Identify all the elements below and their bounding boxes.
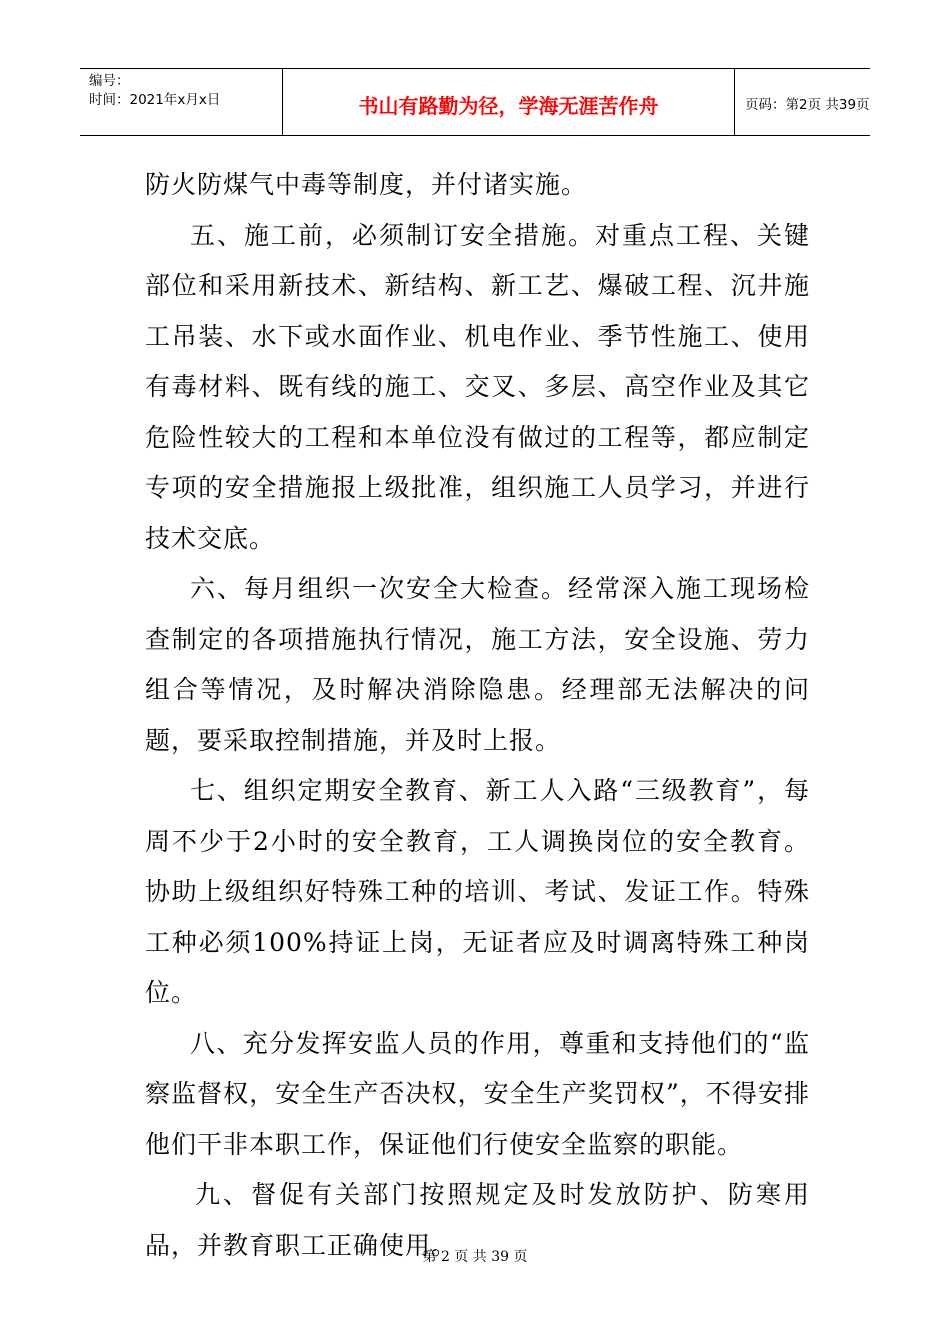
paragraph-item-5: 五、施工前，必须制订安全措施。对重点工程、关键部位和采用新技术、新结构、新工艺、爆破工程、沉井施工吊装、水下或水面作业、机电作业、季节性施工、使用有毒材料、既有线的施工、交叉、多层、高空作业及其它危险性较大的工程和本单位没有做过的工程等，都应制定专项的安全措施报上级批准，组织施工人员学习，并进行技术交底。 <box>145 220 810 553</box>
document-header <box>80 68 870 136</box>
header-motto: 书山有路勤为径，学海无涯苦作舟 <box>282 69 735 135</box>
paragraph-item-7: 七、组织定期安全教育、新工人入路“三级教育”，每周不少于2小时的安全教育，工人调换岗位的安全教育。协助上级组织好特殊工种的培训、考试、发证工作。特殊工种必须100%持证上岗，无证者应及时调离特殊工种岗位。 <box>145 776 810 1007</box>
paragraph-continuation: 防火防煤气中毒等制度，并付诸实施。 <box>145 170 588 199</box>
serial-number-label: 编号： <box>89 73 130 89</box>
paragraph-item-9: 九、督促有关部门按照规定及时发放防护、防寒用品，并教育职工正确使用。 <box>145 1180 810 1260</box>
date-label: 时间：2021年x月x日 <box>89 92 221 108</box>
paragraph-item-6: 六、每月组织一次安全大检查。经常深入施工现场检查制定的各项措施执行情况，施工方法，安全设施、劳力组合等情况，及时解决消除隐患。经理部无法解决的问题，要采取控制措施，并及时上报。 <box>145 574 810 755</box>
paragraph-item-8: 八、充分发挥安监人员的作用，尊重和支持他们的“监察监督权，安全生产否决权，安全生产奖罚权”，不得安排他们干非本职工作，保证他们行使安全监察的职能。 <box>145 1028 810 1159</box>
page-footer: 第 2 页 共 39 页 <box>422 1249 528 1265</box>
header-meta <box>80 69 282 135</box>
document-body <box>145 160 810 1271</box>
header-page-number: 页码：第2页 共39页 <box>745 97 870 113</box>
